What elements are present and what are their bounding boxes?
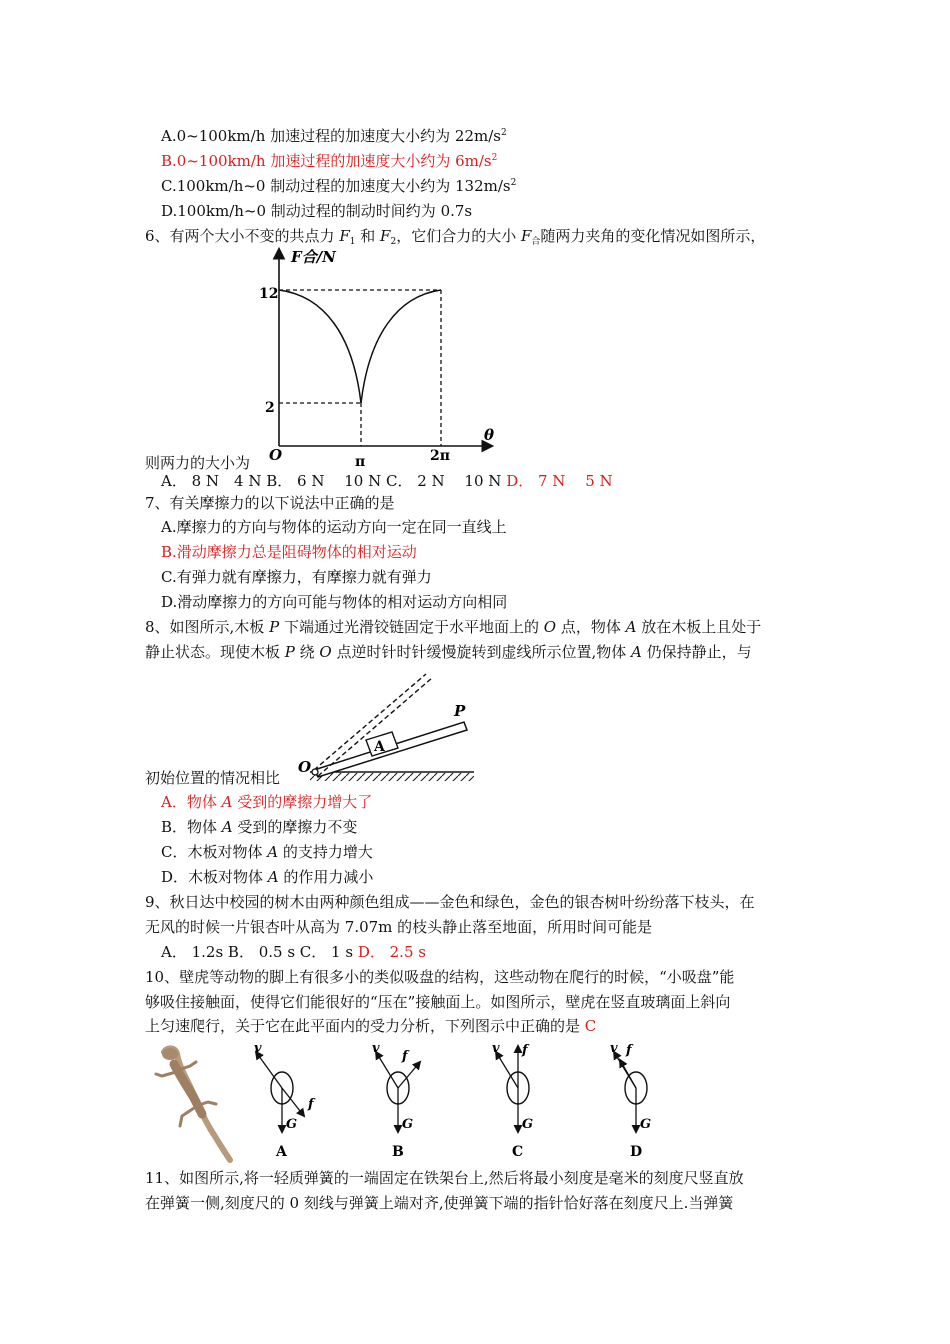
- q5-option-d: D.100km/h~0 制动过程的制动时间约为 0.7s: [161, 202, 473, 220]
- svg-text:f: f: [402, 1049, 408, 1064]
- q5-option-b: B.0~100km/h 加速过程的加速度大小约为 $6m/s^2$: [161, 152, 498, 170]
- diagram-d: [610, 1041, 651, 1160]
- q8-option-b: B．物体 A 受到的摩擦力不变: [161, 818, 358, 836]
- q10-stem-line3: 上匀速爬行，关于它在此平面内的受力分析，下列图示中正确的是 C: [145, 1017, 597, 1035]
- q10-force-diagrams: [238, 1040, 658, 1160]
- ground-hatch: [310, 773, 474, 781]
- q6-answer: D． 7 N 5 N: [506, 472, 613, 490]
- svg-text:v: v: [492, 1041, 500, 1056]
- q7-option-a: A.摩擦力的方向与物体的运动方向一定在同一直线上: [161, 518, 507, 536]
- svg-text:f: f: [522, 1043, 528, 1058]
- svg-text:D: D: [630, 1144, 643, 1160]
- board-dashed: [314, 674, 432, 776]
- q10-answer: C: [584, 1017, 597, 1035]
- svg-text:f: f: [308, 1097, 314, 1112]
- q6-stem-tail: 则两力的大小为: [145, 454, 251, 472]
- x-tick-pi: π: [355, 454, 366, 470]
- q11-stem-line2: 在弹簧一侧,刻度尺的 0 刻线与弹簧上端对齐,使弹簧下端的指针恰好落在刻度尺上.当弹簧: [145, 1194, 734, 1212]
- q5-option-c: C.100km/h~0 制动过程的加速度大小约为 $132m/s^2$: [161, 177, 517, 195]
- q8-stem-tail: 初始位置的情况相比: [145, 769, 281, 787]
- svg-text:G: G: [522, 1117, 534, 1132]
- q9-options: A． 1.2s B． 0.5 s C． 1 s D． 2.5 s: [161, 943, 426, 961]
- svg-text:v: v: [254, 1041, 262, 1056]
- diagram-a: [254, 1041, 316, 1160]
- svg-text:v: v: [610, 1041, 618, 1056]
- q11-stem-line1: 11、如图所示,将一轻质弹簧的一端固定在铁架台上,然后将最小刻度是毫米的刻度尺竖直放: [145, 1169, 744, 1187]
- gecko-image: [150, 1040, 240, 1160]
- q8-option-d: D．木板对物体 A 的作用力减小: [161, 868, 374, 886]
- y-axis-label: F合/N: [291, 248, 336, 266]
- svg-text:v: v: [372, 1041, 380, 1056]
- resultant-curve-right: [361, 290, 441, 403]
- q7-option-c: C.有弹力就有摩擦力，有摩擦力就有弹力: [161, 568, 432, 586]
- q8-stem-line1: 8、如图所示,木板 P 下端通过光滑铰链固定于水平地面上的 O 点，物体 A 放在木板上且处于: [145, 618, 762, 636]
- y-tick-2: 2: [265, 400, 275, 416]
- q6-stem: 6、有两个大小不变的共点力 $F_1$ 和 $F_2$，它们合力的大小 $F_合$随两力夹角的变化情况如图所示，: [145, 227, 766, 247]
- svg-text:G: G: [286, 1117, 298, 1132]
- x-axis-label: θ: [484, 426, 495, 444]
- pivot-hinge: [312, 769, 318, 775]
- q5-option-a: A.0~100km/h 加速过程的加速度大小约为 $22m/s^2$: [161, 127, 507, 145]
- q7-option-d: D.滑动摩擦力的方向可能与物体的相对运动方向相同: [161, 593, 508, 611]
- svg-text:G: G: [402, 1117, 414, 1132]
- q9-stem-line1: 9、秋日达中校园的树木由两种颜色组成——金色和绿色，金色的银杏树叶纷纷落下枝头，在: [145, 893, 755, 911]
- y-tick-12: 12: [259, 286, 279, 302]
- q10-stem-line2: 够吸住接触面，使得它们能很好的“压在”接触面上。如图所示，壁虎在竖直玻璃面上斜向: [145, 993, 731, 1011]
- q10-stem-line1: 10、壁虎等动物的脚上有很多小的类似吸盘的结构，这些动物在爬行的时候，“小吸盘”能: [145, 968, 735, 986]
- q9-answer: D． 2.5 s: [357, 943, 426, 961]
- q9-stem-line2: 无风的时候一片银杏叶从高为 7.07m 的枝头静止落至地面，所用时间可能是: [145, 918, 653, 936]
- board-p-label: P: [454, 702, 466, 720]
- svg-text:f: f: [626, 1043, 632, 1058]
- diagram-c: [492, 1041, 533, 1160]
- origin-label: O: [269, 446, 283, 464]
- q8-option-c: C．木板对物体 A 的支持力增大: [161, 843, 373, 861]
- q6-resultant-force-graph: [255, 244, 495, 470]
- diagram-b: [372, 1041, 420, 1160]
- pivot-o-label: O: [298, 758, 312, 776]
- svg-text:G: G: [640, 1117, 652, 1132]
- q8-board-figure: [290, 664, 490, 784]
- q7-option-b: B.滑动摩擦力总是阻碍物体的相对运动: [161, 543, 417, 561]
- svg-text:A: A: [276, 1144, 287, 1160]
- x-tick-2pi: 2π: [430, 448, 450, 464]
- q7-stem: 7、有关摩擦力的以下说法中正确的是: [145, 494, 395, 512]
- svg-text:B: B: [392, 1144, 404, 1160]
- resultant-curve-left: [279, 290, 361, 403]
- q8-stem-line2: 静止状态。现使木板 P 绕 O 点逆时针时针缓慢旋转到虚线所示位置,物体 A 仍保持静止，与: [145, 643, 752, 661]
- block-a-label: A: [374, 739, 385, 755]
- q8-option-a: A．物体 A 受到的摩擦力增大了: [161, 793, 373, 811]
- q6-options: A． 8 N 4 N B． 6 N 10 N C． 2 N 10 N D． 7 N 5 N: [161, 472, 613, 490]
- svg-text:C: C: [512, 1144, 524, 1160]
